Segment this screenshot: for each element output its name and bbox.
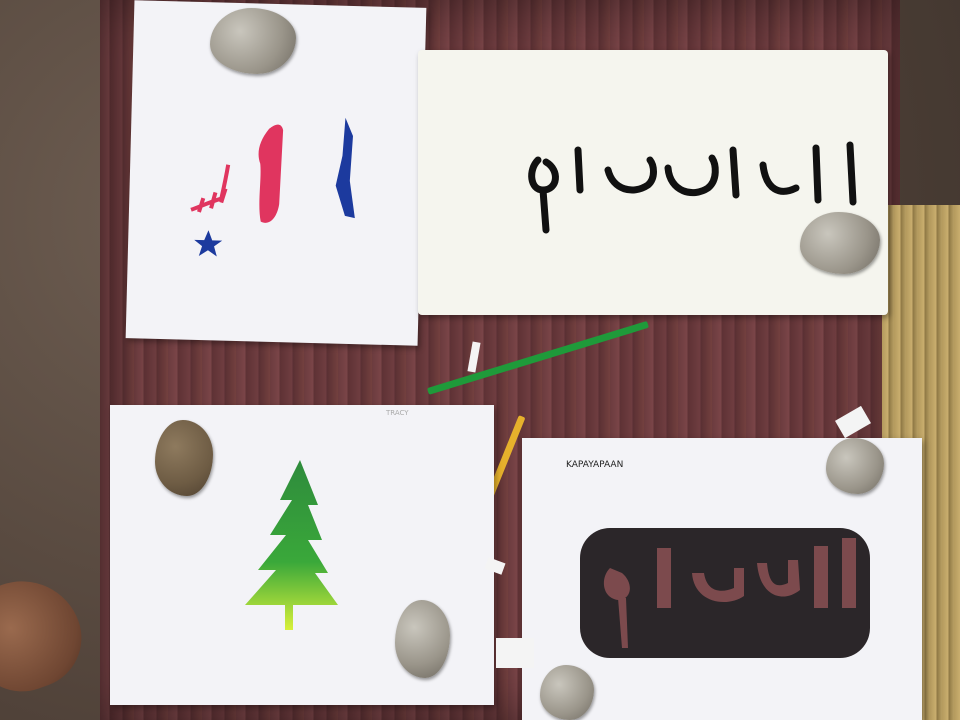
ink-stroke-8 (850, 145, 853, 202)
paper-top-right (418, 50, 888, 315)
blue-star (194, 230, 223, 257)
ink-stroke-1 (532, 160, 556, 230)
pine-tree (230, 460, 338, 630)
blue-stroke (335, 118, 358, 218)
red-stroke-large (257, 124, 284, 223)
rock-bottom-right-bottom (540, 665, 594, 720)
ink-stroke-6 (763, 165, 796, 191)
stencil-letter-6 (842, 538, 856, 608)
ink-stroke-2 (578, 150, 580, 190)
ink-calligraphy (418, 50, 888, 315)
ink-stroke-3 (608, 160, 654, 190)
ink-stroke-5 (733, 150, 736, 195)
rock-bottom-middle (395, 600, 450, 678)
caption-tracy: TRACY (386, 409, 409, 417)
rock-top-left (210, 8, 296, 74)
caption-kapayapaan: KAPAYAPAAN (566, 460, 624, 470)
rock-bottom-right-top (826, 438, 884, 494)
stencil-letter-5 (814, 546, 828, 608)
paper-scrap-3 (496, 638, 534, 668)
red-stroke-small (191, 164, 228, 213)
rock-bottom-left (155, 420, 213, 496)
rock-top-right (800, 212, 880, 274)
ink-stroke-4 (668, 158, 715, 193)
ink-stroke-7 (816, 148, 818, 200)
stencil-letter-2 (657, 548, 671, 608)
